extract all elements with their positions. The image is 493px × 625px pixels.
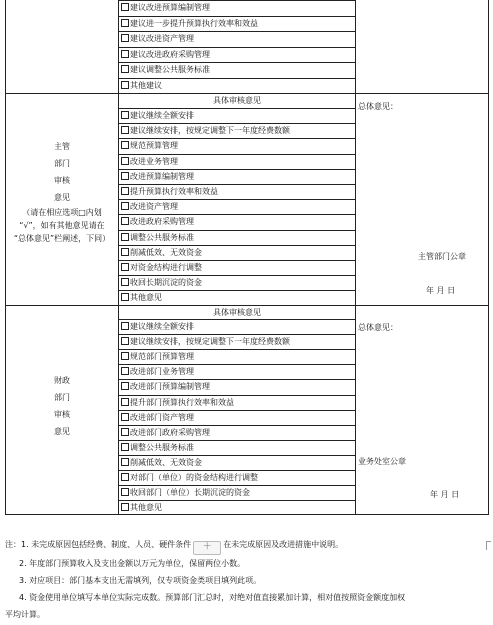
checkbox[interactable] xyxy=(121,248,129,256)
checkbox-option[interactable] xyxy=(121,247,202,258)
checkbox-label: 建议改进政府采购管理 xyxy=(130,49,210,59)
finance-overall-label: 总体意见： xyxy=(358,323,398,332)
checkbox-label: 改进部门资产管理 xyxy=(130,412,194,422)
checkbox-option[interactable] xyxy=(121,381,210,392)
finance-detail-header: 具体审核意见 xyxy=(213,308,261,317)
checkbox-option[interactable] xyxy=(121,427,210,438)
checkbox-option[interactable] xyxy=(121,156,178,167)
checkbox-option[interactable] xyxy=(121,49,210,60)
row-divider xyxy=(118,47,356,48)
checkbox[interactable] xyxy=(121,443,129,451)
row-divider xyxy=(118,31,356,32)
footnote-4: 4. 资金使用单位填写本单位实际完成数。预算部门汇总时，对绝对值直接累加计算，相对值按照资金额度加权 xyxy=(19,593,406,602)
row-divider xyxy=(118,379,356,380)
checkbox-label: 建议继续全额安排 xyxy=(130,111,194,120)
row-divider xyxy=(118,470,356,471)
row-divider xyxy=(118,485,356,486)
checkbox[interactable] xyxy=(121,3,129,11)
checkbox-label: 收回长期沉淀的资金 xyxy=(130,278,202,288)
table-bottom-border xyxy=(5,514,489,515)
supervisor-label-line: 意见 xyxy=(54,193,70,202)
checkbox[interactable] xyxy=(121,458,129,466)
checkbox-label: 建议改进资产管理 xyxy=(130,34,194,43)
checkbox[interactable] xyxy=(121,233,129,241)
row-divider xyxy=(118,214,356,215)
checkbox-label: 调整公共服务标准 xyxy=(130,232,194,242)
checkbox[interactable] xyxy=(121,157,129,165)
row-divider xyxy=(118,425,356,426)
row-divider xyxy=(118,349,356,350)
supervisor-label-line: （请在相应选项□内划 xyxy=(22,208,102,217)
row-divider xyxy=(118,138,356,139)
row-divider xyxy=(118,500,356,501)
checkbox-label: 改进业务管理 xyxy=(130,156,178,166)
finance-seal-label: 业务处室公章 xyxy=(358,457,406,466)
finance-date-label: 年 月 日 xyxy=(430,490,460,499)
checkbox-option[interactable] xyxy=(121,64,210,75)
row-divider xyxy=(118,169,356,170)
supervisor-label-line: “总体意见”栏阐述，下同） xyxy=(13,234,111,243)
row-divider xyxy=(118,199,356,200)
checkbox[interactable] xyxy=(121,111,129,119)
checkbox[interactable] xyxy=(121,65,129,73)
row-divider xyxy=(118,260,356,261)
checkbox-option[interactable] xyxy=(121,502,162,513)
checkbox[interactable] xyxy=(121,382,129,390)
checkbox-option[interactable] xyxy=(121,80,162,91)
supervisor-label-line: “√”，如有其他意见请在 xyxy=(19,221,105,230)
checkbox-option[interactable] xyxy=(121,292,162,303)
row-divider xyxy=(118,245,356,246)
footnote-1 xyxy=(5,536,489,555)
checkbox[interactable] xyxy=(121,278,129,286)
checkbox[interactable] xyxy=(121,263,129,271)
checkbox-label: 其他意见 xyxy=(130,503,162,513)
row-divider xyxy=(118,319,356,320)
checkbox-label: 建议继续安排，按规定调整下一年度经费数额 xyxy=(130,337,290,347)
checkbox-option[interactable] xyxy=(121,201,178,212)
checkbox[interactable] xyxy=(121,50,129,58)
row-divider xyxy=(118,184,356,185)
row-divider xyxy=(118,440,356,441)
table-right-border xyxy=(488,0,489,515)
row-divider xyxy=(118,16,356,17)
checkbox-label: 收回部门（单位）长期沉淀的资金 xyxy=(130,488,250,498)
checkbox-option[interactable] xyxy=(121,110,194,121)
row-divider xyxy=(118,123,356,124)
footnote-1-text-b: 在未完成原因及改进措施中说明。 xyxy=(223,540,344,549)
checkbox-option[interactable] xyxy=(121,171,194,182)
checkbox-label: 建议进一步提升预算执行效率和效益 xyxy=(130,18,258,28)
checkbox-option[interactable] xyxy=(121,472,258,483)
checkbox-option[interactable] xyxy=(121,366,194,377)
review-opinion-table xyxy=(5,0,489,515)
checkbox-option[interactable] xyxy=(121,487,250,498)
checkbox-option[interactable] xyxy=(121,140,178,151)
resize-handle-icon xyxy=(486,541,491,550)
section-divider-supervisor xyxy=(5,93,489,94)
supervisor-label-line: 主管 xyxy=(54,142,70,151)
checkbox-option[interactable] xyxy=(121,232,194,243)
checkbox-label: 改进部门业务管理 xyxy=(130,367,194,377)
checkbox-label: 建议调整公共服务标准 xyxy=(130,65,210,74)
checkbox-option[interactable] xyxy=(121,2,210,13)
supervisor-date-label: 年 月 日 xyxy=(426,286,456,295)
checkbox[interactable] xyxy=(121,293,129,301)
checkbox-option[interactable] xyxy=(121,277,202,288)
checkbox[interactable] xyxy=(121,34,129,42)
checkbox[interactable] xyxy=(121,172,129,180)
checkbox-label: 规范预算管理 xyxy=(130,141,178,151)
row-divider xyxy=(118,0,356,1)
footnote-1-text-a: 注：1. 未完成原因包括经费、制度、人员、硬件条件 xyxy=(5,540,192,549)
checkbox[interactable] xyxy=(121,473,129,481)
row-divider xyxy=(118,290,356,291)
row-divider xyxy=(118,455,356,456)
checkbox-label: 提升部门预算执行效率和效益 xyxy=(130,397,234,407)
checkbox-option[interactable] xyxy=(121,442,194,453)
supervisor-seal-label: 主管部门公章 xyxy=(418,252,466,261)
checkbox[interactable] xyxy=(121,187,129,195)
checkbox-label: 改进政府采购管理 xyxy=(130,217,194,227)
checkbox-label: 改进预算编制管理 xyxy=(130,171,194,181)
checkbox-label: 规范部门预算管理 xyxy=(130,352,194,362)
checkbox[interactable] xyxy=(121,503,129,511)
row-divider xyxy=(118,410,356,411)
finance-label-line: 财政 xyxy=(54,376,70,385)
checkbox[interactable] xyxy=(121,126,129,134)
row-divider xyxy=(118,62,356,63)
checkbox-label: 建议改进预算编制管理 xyxy=(130,3,210,12)
checkbox[interactable] xyxy=(121,428,129,436)
checkbox-label: 其他建议 xyxy=(130,80,162,90)
footnote-3: 3. 对应项目：部门基本支出无需填列，仅专项资金类项目填列此项。 xyxy=(19,576,262,585)
checkbox-label: 建议继续全额安排 xyxy=(130,322,194,331)
add-icon[interactable]: ＋ xyxy=(193,541,221,555)
checkbox[interactable] xyxy=(121,413,129,421)
supervisor-label-line: 部门 xyxy=(54,159,70,168)
supervisor-label-line: 审核 xyxy=(54,176,70,185)
row-divider xyxy=(118,275,356,276)
checkbox[interactable] xyxy=(121,337,129,345)
checkbox-option[interactable] xyxy=(121,33,194,44)
row-divider xyxy=(118,395,356,396)
checkbox-option[interactable] xyxy=(121,216,194,227)
checkbox[interactable] xyxy=(121,322,129,330)
checkbox-label: 其他意见 xyxy=(130,293,162,303)
checkbox-label: 改进资产管理 xyxy=(130,202,178,212)
checkbox[interactable] xyxy=(121,488,129,496)
checkbox[interactable] xyxy=(121,217,129,225)
checkbox[interactable] xyxy=(121,141,129,149)
checkbox-option[interactable] xyxy=(121,457,202,468)
footnotes xyxy=(5,536,489,623)
finance-label-line: 意见 xyxy=(54,427,70,436)
checkbox[interactable] xyxy=(121,81,129,89)
supervisor-detail-header: 具体审核意见 xyxy=(213,96,261,105)
checkbox[interactable] xyxy=(121,19,129,27)
checkbox-label: 改进部门预算编制管理 xyxy=(130,382,210,392)
checkbox-label: 削减低效、无效资金 xyxy=(130,457,202,467)
checkbox-option[interactable] xyxy=(121,351,194,362)
checkbox-option[interactable] xyxy=(121,18,258,29)
finance-label-line: 部门 xyxy=(54,393,70,402)
checkbox-option[interactable] xyxy=(121,397,234,408)
section-divider-finance xyxy=(5,305,489,306)
checkbox-label: 对资金结构进行调整 xyxy=(130,263,202,272)
row-divider xyxy=(118,364,356,365)
finance-label-line: 审核 xyxy=(54,410,70,419)
checkbox-option[interactable] xyxy=(121,336,290,347)
checkbox-label: 提升预算执行效率和效益 xyxy=(130,187,218,196)
supervisor-overall-label: 总体意见： xyxy=(358,102,398,111)
checkbox-label: 改进部门政府采购管理 xyxy=(130,427,210,437)
checkbox[interactable] xyxy=(121,202,129,210)
supervisor-review-label xyxy=(7,138,117,245)
footnote-5: 平均计算。 xyxy=(5,610,45,619)
footnote-2: 2. 年度部门预算收入及支出金额以万元为单位，保留两位小数。 xyxy=(19,559,246,568)
finance-review-label xyxy=(7,372,117,440)
row-divider xyxy=(118,154,356,155)
checkbox-option[interactable] xyxy=(121,186,218,197)
row-divider xyxy=(118,108,356,109)
row-divider xyxy=(118,334,356,335)
checkbox[interactable] xyxy=(121,367,129,375)
checkbox-label: 削减低效、无效资金 xyxy=(130,247,202,257)
checkbox-label: 调整公共服务标准 xyxy=(130,442,194,452)
table-left-border xyxy=(5,0,6,515)
checkbox[interactable] xyxy=(121,398,129,406)
checkbox[interactable] xyxy=(121,352,129,360)
checkbox-option[interactable] xyxy=(121,125,290,136)
row-divider xyxy=(118,230,356,231)
checkbox-option[interactable] xyxy=(121,321,194,332)
checkbox-option[interactable] xyxy=(121,262,202,273)
checkbox-label: 建议继续安排，按规定调整下一年度经费数额 xyxy=(130,126,290,136)
checkbox-label: 对部门（单位）的资金结构进行调整 xyxy=(130,473,258,482)
checkbox-option[interactable] xyxy=(121,412,194,423)
row-divider xyxy=(118,78,356,79)
